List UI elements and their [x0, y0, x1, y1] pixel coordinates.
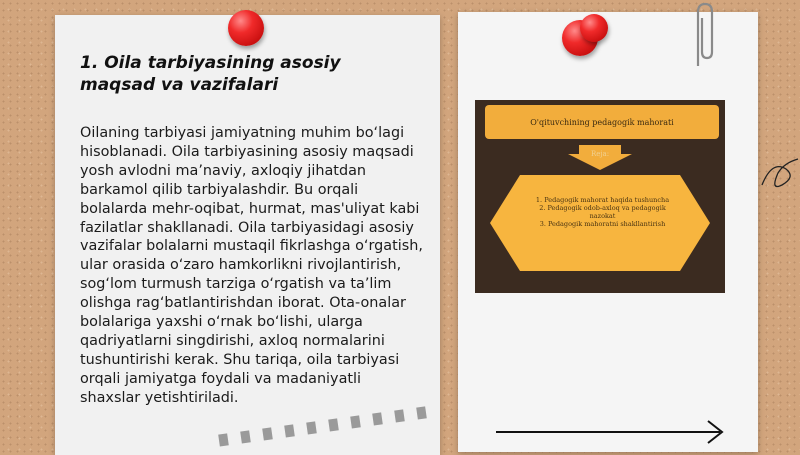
diagram-header: O'qituvchining pedagogik mahorati	[485, 105, 719, 139]
pushpin-icon	[228, 10, 264, 46]
paperclip-icon	[688, 0, 718, 70]
diagram-item: 1. Pedagogik mahorat haqida tushuncha	[535, 196, 670, 204]
pushpin-icon	[580, 14, 608, 42]
diagram-arrow-label: Reja:	[590, 150, 610, 158]
arrow-right-icon	[494, 418, 726, 448]
string-decoration	[760, 155, 800, 205]
diagram-item: 3. Pedagogik mahoratni shakllantirish	[539, 220, 666, 228]
diagram-item: 2. Pedagogik odob-axloq va pedagogik nazokat	[539, 204, 666, 220]
body-paragraph: Oilaning tarbiyasi jamiyatning muhim bo‘lagi hisoblanadi. Oila tarbiyasining asosiy maqsadi yosh avlodni ma’naviy, axloqiy jihatdan barkamol qilib tarbiyalashdir. Bu orqali bolalarda mehr-oqibat, hurmat, mas'uliyat kabi fazilatlar shakllanadi. Oila tarbiyasidagi asosiy vazifalar bolalarni mustaqil fikrlashga o‘rgatish, ular orasida o‘zaro hamkorlikni rivojlantirish, sog‘lom turmush tarziga o‘rgatish va ta’lim olishga rag‘batlantirishdan iborat. Ota-onalar bolalariga yaxshi o‘rnak bo‘lishi, ularga qadriyatlarni singdirishi, axloq normalarini tushuntirishi kerak. Shu tariqa, oila tarbiyasi orqali jamiyatga foydali va madaniyatli shaxslar yetishtiriladi.	[80, 125, 423, 406]
diagram-items	[530, 196, 675, 228]
torn-edge-decoration	[215, 398, 445, 448]
diagram-image	[475, 100, 725, 293]
section-title: 1. Oila tarbiyasining asosiy maqsad va vazifalari	[80, 53, 341, 95]
